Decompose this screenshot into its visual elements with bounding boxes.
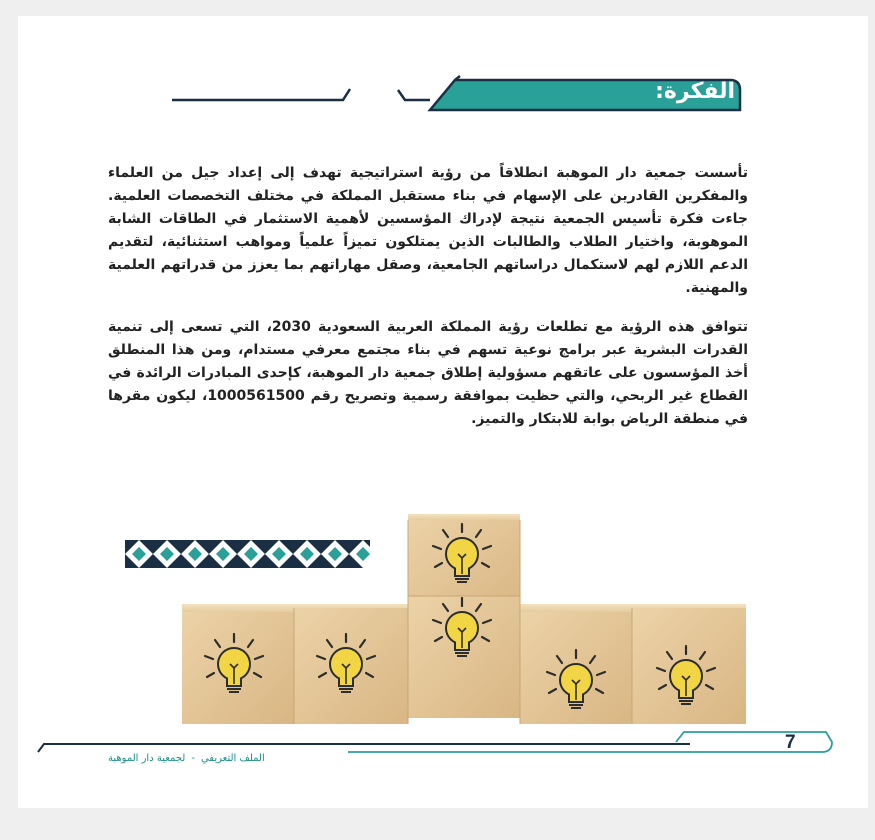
footer-separator: -: [191, 753, 195, 764]
paragraph-intro: تأسست جمعية دار الموهبة انطلاقاً من رؤية استراتيجية تهدف إلى إعداد جيل من العلماء والمفكرين القادرين على الإسهام في بناء مستقبل المملكة في مختلف التخصصات العلمية. جاءت فكرة تأسيس الجمعية نتيجة لإدراك المؤسسين لأهمية الاستثمار في الطاقات الشابة الموهوبة، واختيار الطلاب والطالبات الذين يمتلكون تميزاً علمياً ومواهب استثنائية، لتقديم الدعم اللازم لهم لاستكمال دراساتهم الجامعية، وصقل مهاراتهم بما يعزز من قدراتهم العلمية والمهنية.: [108, 165, 748, 296]
page-number: 7: [785, 732, 796, 753]
paragraph-vision: تتوافق هذه الرؤية مع تطلعات رؤية المملكة العربية السعودية 2030، التي تسعى إلى تنمية القدرات البشرية عبر برامج نوعية تسهم في بناء مجتمع معرفي مستدام، ومن هذا المنطلق أخذ المؤسسون على عاتقهم مسؤولية إطلاق جمعية دار الموهبة، كإحدى المبادرات الرائدة في القطاع غير الربحي، والتي حظيت بموافقة رسمية وتصريح رقم 1000561500، ليكون مقرها في منطقة الرياض بوابة للابتكار والتميز.: [108, 319, 748, 427]
footer-organization: لجمعية دار الموهبة: [108, 753, 186, 764]
footer-document-label: الملف التعريفي: [200, 753, 265, 764]
footer-label: [108, 753, 265, 764]
section-title: الفكرة:: [655, 79, 735, 104]
